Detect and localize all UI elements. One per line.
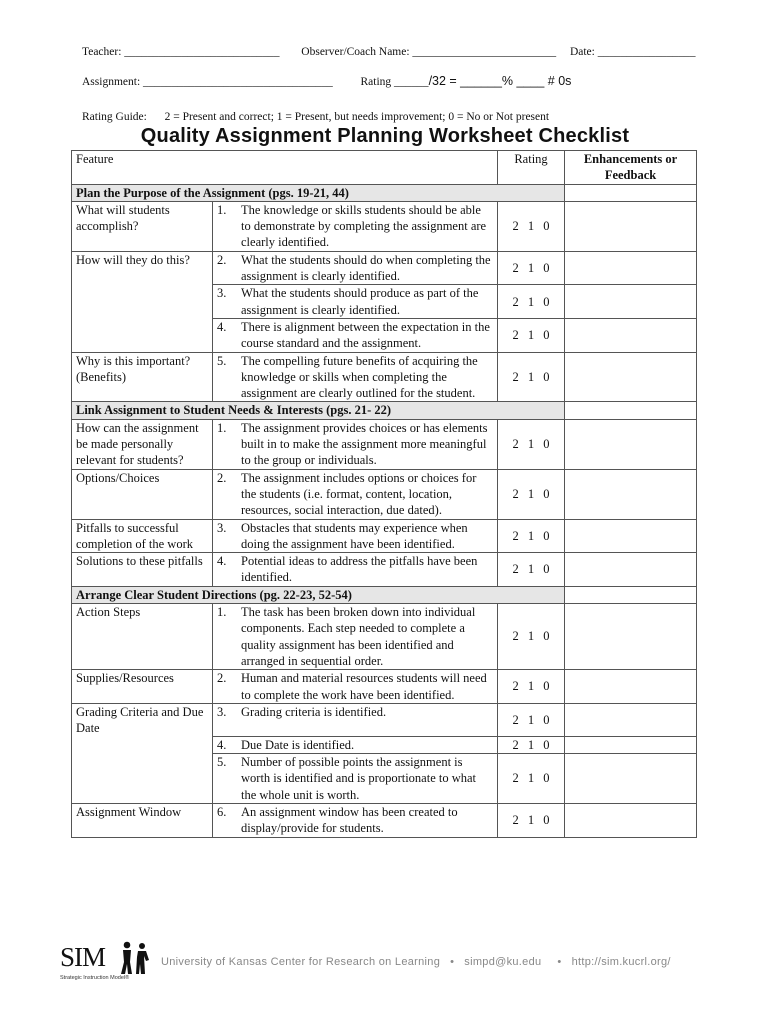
- rating-column-header: Rating: [498, 151, 565, 185]
- table-row: [72, 754, 697, 804]
- table-row: [72, 604, 697, 670]
- section-heading: Plan the Purpose of the Assignment (pgs. 19-21, 44): [72, 184, 565, 201]
- criterion-text: What the students should do when completing the assignment is clearly identified.: [241, 252, 491, 284]
- rating-options[interactable]: 2 1 0: [498, 804, 565, 838]
- criterion-number: 3.: [217, 286, 227, 301]
- rating-field[interactable]: Rating ______: [360, 76, 429, 88]
- footer-email[interactable]: simpd@ku.edu: [464, 956, 542, 968]
- header-row-2: [82, 74, 571, 88]
- criterion-cell: [213, 352, 498, 402]
- table-header-row: [72, 151, 697, 185]
- table-row: [72, 419, 697, 469]
- criterion-text: Obstacles that students may experience when doing the assignment have been identified.: [241, 520, 468, 551]
- sim-logo: [60, 940, 155, 990]
- footer-contact-line: University of Kansas Center for Research on Learning • simpd@ku.edu • http://sim.kucrl.org/: [161, 956, 671, 968]
- criterion-cell: [213, 604, 498, 670]
- criterion-cell: [213, 519, 498, 553]
- section-heading-row: [72, 402, 697, 419]
- criterion-cell: [213, 804, 498, 838]
- criterion-number: 1.: [217, 605, 227, 620]
- rating-options[interactable]: 2 1 0: [498, 469, 565, 519]
- criterion-cell: [213, 703, 498, 736]
- rating-fraction[interactable]: /32 = ______% ____ # 0s: [428, 74, 572, 88]
- feedback-cell[interactable]: [565, 251, 697, 285]
- section-heading-row: [72, 586, 697, 603]
- footer: [60, 940, 720, 990]
- logo-text: SIM: [60, 942, 106, 972]
- criterion-text: What the students should produce as part of the assignment is clearly identified.: [241, 286, 479, 317]
- table-row: [72, 352, 697, 402]
- criterion-cell: [213, 754, 498, 804]
- feature-cell: Options/Choices: [72, 469, 213, 519]
- feature-column-header: Feature: [72, 151, 498, 185]
- rating-options[interactable]: 2 1 0: [498, 604, 565, 670]
- feedback-cell[interactable]: [565, 553, 697, 587]
- feedback-cell[interactable]: [565, 352, 697, 402]
- criterion-cell: [213, 736, 498, 753]
- feature-cell: Assignment Window: [72, 804, 213, 838]
- feedback-cell[interactable]: [565, 586, 697, 603]
- table-row: [72, 670, 697, 704]
- footer-org: University of Kansas Center for Research on Learning: [161, 956, 441, 968]
- assignment-field[interactable]: Assignment: _________________________________: [82, 76, 333, 88]
- criterion-number: 2.: [217, 252, 227, 267]
- criterion-text: Potential ideas to address the pitfalls have been identified.: [241, 554, 478, 585]
- table-row: [72, 285, 697, 319]
- rating-options[interactable]: 2 1 0: [498, 352, 565, 402]
- feature-cell: What will students accomplish?: [72, 201, 213, 251]
- rating-options[interactable]: 2 1 0: [498, 553, 565, 587]
- feedback-cell[interactable]: [565, 703, 697, 736]
- feedback-cell[interactable]: [565, 419, 697, 469]
- feedback-cell[interactable]: [565, 285, 697, 319]
- feedback-cell[interactable]: [565, 318, 697, 352]
- criterion-cell: [213, 318, 498, 352]
- criterion-number: 1.: [217, 202, 227, 217]
- table-row: [72, 804, 697, 838]
- rating-options[interactable]: 2 1 0: [498, 201, 565, 251]
- feedback-cell[interactable]: [565, 519, 697, 553]
- table-row: [72, 703, 697, 736]
- criterion-number: 5.: [217, 353, 227, 368]
- rating-options[interactable]: 2 1 0: [498, 419, 565, 469]
- criterion-number: 1.: [217, 420, 227, 435]
- feature-cell: Action Steps: [72, 604, 213, 670]
- criterion-text: Due Date is identified.: [241, 737, 355, 752]
- criterion-text: The task has been broken down into individual components. Each step needed to complete a quality assignment has been identified and arranged in sequential order.: [241, 605, 476, 668]
- footer-url[interactable]: http://sim.kucrl.org/: [571, 956, 671, 968]
- feedback-cell[interactable]: [565, 184, 697, 201]
- feature-cell: [72, 285, 213, 319]
- table-row: [72, 553, 697, 587]
- rating-options[interactable]: 2 1 0: [498, 318, 565, 352]
- rating-options[interactable]: 2 1 0: [498, 754, 565, 804]
- table-row: [72, 519, 697, 553]
- feedback-cell[interactable]: [565, 402, 697, 419]
- criterion-text: The compelling future benefits of acquiring the knowledge or skills when completing the assignment are clearly outlined for the student.: [241, 353, 478, 401]
- rating-options[interactable]: 2 1 0: [498, 736, 565, 753]
- criterion-cell: [213, 419, 498, 469]
- criterion-text: Number of possible points the assignment is worth is identified and is proportionate to what the whole unit is worth.: [241, 755, 477, 802]
- table-row: [72, 469, 697, 519]
- criterion-number: 2.: [217, 671, 227, 686]
- rating-guide: [82, 111, 549, 123]
- criterion-cell: [213, 285, 498, 319]
- criterion-number: 3.: [217, 520, 227, 535]
- feature-cell: How can the assignment be made personally relevant for students?: [72, 419, 213, 469]
- criterion-text: The assignment provides choices or has elements built in to make the assignment more meaningful to the group or individuals.: [241, 420, 488, 468]
- feedback-cell[interactable]: [565, 201, 697, 251]
- feedback-column-header: Enhancements or Feedback: [565, 151, 697, 185]
- feature-cell: [72, 736, 213, 753]
- feature-cell: Supplies/Resources: [72, 670, 213, 704]
- criterion-text: The knowledge or skills students should be able to demonstrate by completing the assignment are clearly identified.: [241, 202, 487, 250]
- criterion-text: There is alignment between the expectation in the course standard and the assignment.: [241, 319, 490, 351]
- criterion-cell: [213, 553, 498, 587]
- feedback-cell[interactable]: [565, 604, 697, 670]
- criterion-number: 4.: [217, 319, 227, 334]
- feedback-cell[interactable]: [565, 736, 697, 753]
- logo-subtext: Strategic Instruction Model®: [60, 975, 130, 981]
- table-row: [72, 201, 697, 251]
- page-title: Quality Assignment Planning Worksheet Checklist: [140, 125, 630, 147]
- feature-cell: How will they do this?: [72, 251, 213, 285]
- table-row: [72, 736, 697, 753]
- teacher-field[interactable]: Teacher: ___________________________: [82, 46, 280, 58]
- criterion-cell: [213, 670, 498, 704]
- criterion-text: The assignment includes options or choices for the students (i.e. format, content, location, resources, social interaction, due dated).: [241, 470, 477, 518]
- rating-options[interactable]: 2 1 0: [498, 670, 565, 704]
- rating-options[interactable]: 2 1 0: [498, 703, 565, 736]
- feature-cell: Pitfalls to successful completion of the work: [72, 519, 213, 553]
- criterion-number: 3.: [217, 704, 227, 719]
- feature-cell: Grading Criteria and Due Date: [72, 703, 213, 736]
- section-heading-row: [72, 184, 697, 201]
- feature-cell: Why is this important? (Benefits): [72, 352, 213, 402]
- criterion-text: Human and material resources students will need to complete the work have been identified.: [241, 671, 487, 702]
- criterion-number: 5.: [217, 755, 227, 770]
- observer-field[interactable]: Observer/Coach Name: _________________________: [301, 46, 557, 58]
- criterion-text: Grading criteria is identified.: [241, 704, 387, 719]
- criterion-number: 4.: [217, 737, 227, 752]
- checklist-table: [71, 150, 697, 838]
- header-row-1: [82, 46, 695, 58]
- checklist-body: [72, 184, 697, 837]
- date-field[interactable]: Date: _________________: [569, 46, 696, 58]
- section-heading: Link Assignment to Student Needs & Interests (pgs. 21- 22): [72, 402, 565, 419]
- feedback-cell[interactable]: [565, 670, 697, 704]
- feedback-cell[interactable]: [565, 754, 697, 804]
- criterion-cell: [213, 251, 498, 285]
- table-row: [72, 318, 697, 352]
- rating-guide-text: 2 = Present and correct; 1 = Present, but needs improvement; 0 = No or Not present: [164, 111, 550, 123]
- criterion-text: An assignment window has been created to display/provide for students.: [241, 805, 458, 836]
- figures-icon: [118, 940, 152, 976]
- rating-options[interactable]: 2 1 0: [498, 285, 565, 319]
- table-row: [72, 251, 697, 285]
- feedback-cell[interactable]: [565, 804, 697, 838]
- rating-options[interactable]: 2 1 0: [498, 251, 565, 285]
- feature-cell: [72, 318, 213, 352]
- criterion-number: 4.: [217, 554, 227, 569]
- criterion-cell: [213, 469, 498, 519]
- section-heading: Arrange Clear Student Directions (pg. 22-23, 52-54): [72, 586, 565, 603]
- rating-guide-label: Rating Guide:: [82, 111, 147, 123]
- criterion-number: 6.: [217, 805, 227, 820]
- rating-options[interactable]: 2 1 0: [498, 519, 565, 553]
- feature-cell: Solutions to these pitfalls: [72, 553, 213, 587]
- criterion-number: 2.: [217, 470, 227, 485]
- feedback-cell[interactable]: [565, 469, 697, 519]
- feature-cell: [72, 754, 213, 804]
- criterion-cell: [213, 201, 498, 251]
